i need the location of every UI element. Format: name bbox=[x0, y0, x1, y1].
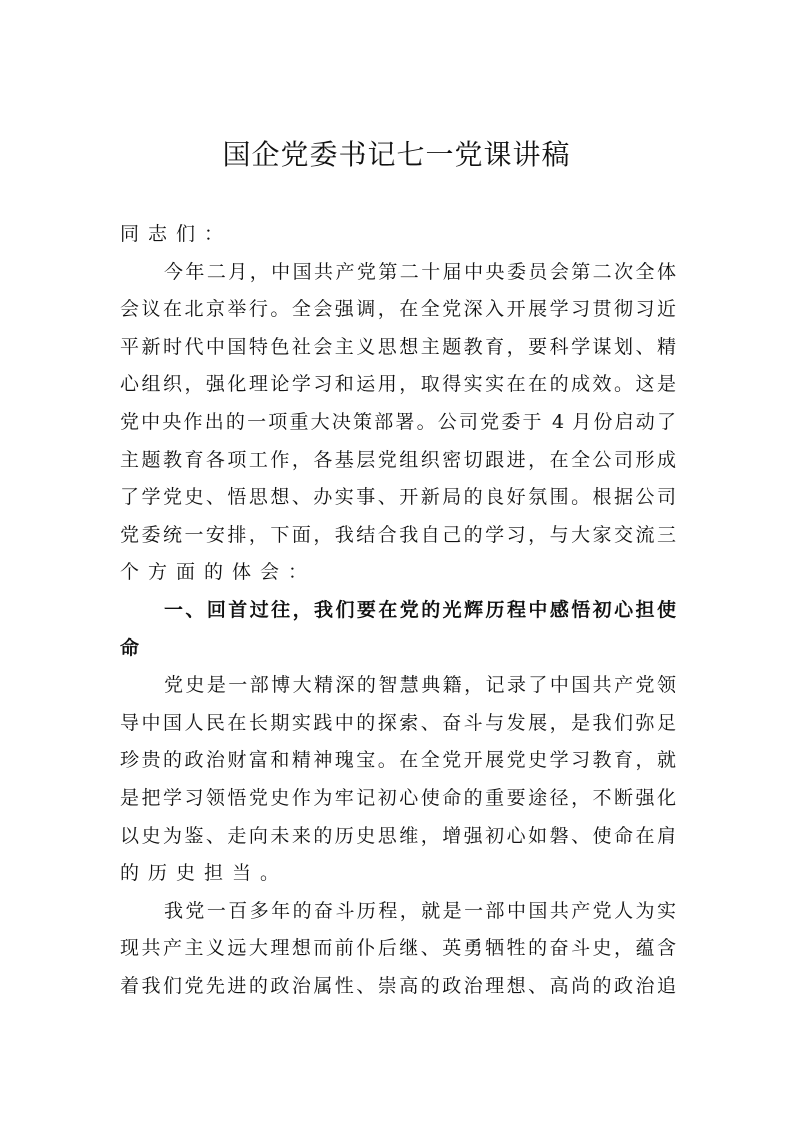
paragraphs bbox=[120, 254, 676, 1006]
text-line: 现共产主义远大理想而前仆后继、英勇牺牲的奋斗史，蕴含 bbox=[120, 937, 676, 960]
text-line: 心组织，强化理论学习和运用，取得实实在在的成效。这是 bbox=[120, 373, 676, 396]
salutation: 同志们： bbox=[120, 223, 233, 245]
paragraph bbox=[120, 254, 676, 592]
text-line: 党中央作出的一项重大决策部署。公司党委于 4 月份启动了 bbox=[120, 410, 676, 433]
text-line: 的历史担当。 bbox=[120, 862, 289, 885]
document-body bbox=[120, 216, 676, 1005]
text-line: 以史为鉴、走向未来的历史思维，增强初心如磐、使命在肩 bbox=[120, 824, 676, 847]
text-line: 会议在北京举行。全会强调，在全党深入开展学习贯彻习近 bbox=[120, 298, 676, 321]
text-line: 是把学习领悟党史作为牢记初心使命的重要途径，不断强化 bbox=[120, 786, 676, 809]
text-line: 个方面的体会： bbox=[120, 561, 317, 584]
text-line: 我党一百多年的奋斗历程，就是一部中国共产党人为实 bbox=[164, 899, 676, 922]
text-line: 了学党史、悟思想、办实事、开新局的良好氛围。根据公司 bbox=[120, 486, 676, 509]
text-line: 一、回首过往，我们要在党的光辉历程中感悟初心担使 bbox=[164, 598, 676, 621]
text-line: 平新时代中国特色社会主义思想主题教育，要科学谋划、精 bbox=[120, 335, 676, 358]
paragraph bbox=[120, 893, 676, 1006]
section-heading bbox=[120, 592, 676, 667]
text-line: 主题教育各项工作，各基层党组织密切跟进，在全公司形成 bbox=[120, 448, 676, 471]
text-line: 党史是一部博大精深的智慧典籍，记录了中国共产党领 bbox=[164, 674, 676, 697]
text-line: 命 bbox=[120, 636, 149, 659]
text-line: 着我们党先进的政治属性、崇高的政治理想、高尚的政治追 bbox=[120, 974, 676, 997]
text-line: 今年二月，中国共产党第二十届中央委员会第二次全体 bbox=[164, 260, 676, 283]
document-title: 国企党委书记七一党课讲稿 bbox=[222, 138, 571, 171]
text-line: 导中国人民在长期实践中的探索、奋斗与发展，是我们弥足 bbox=[120, 711, 676, 734]
text-line: 珍贵的政治财富和精神瑰宝。在全党开展党史学习教育，就 bbox=[120, 749, 676, 772]
paragraph bbox=[120, 667, 676, 893]
text-line: 党委统一安排，下面，我结合我自己的学习，与大家交流三 bbox=[120, 523, 676, 546]
